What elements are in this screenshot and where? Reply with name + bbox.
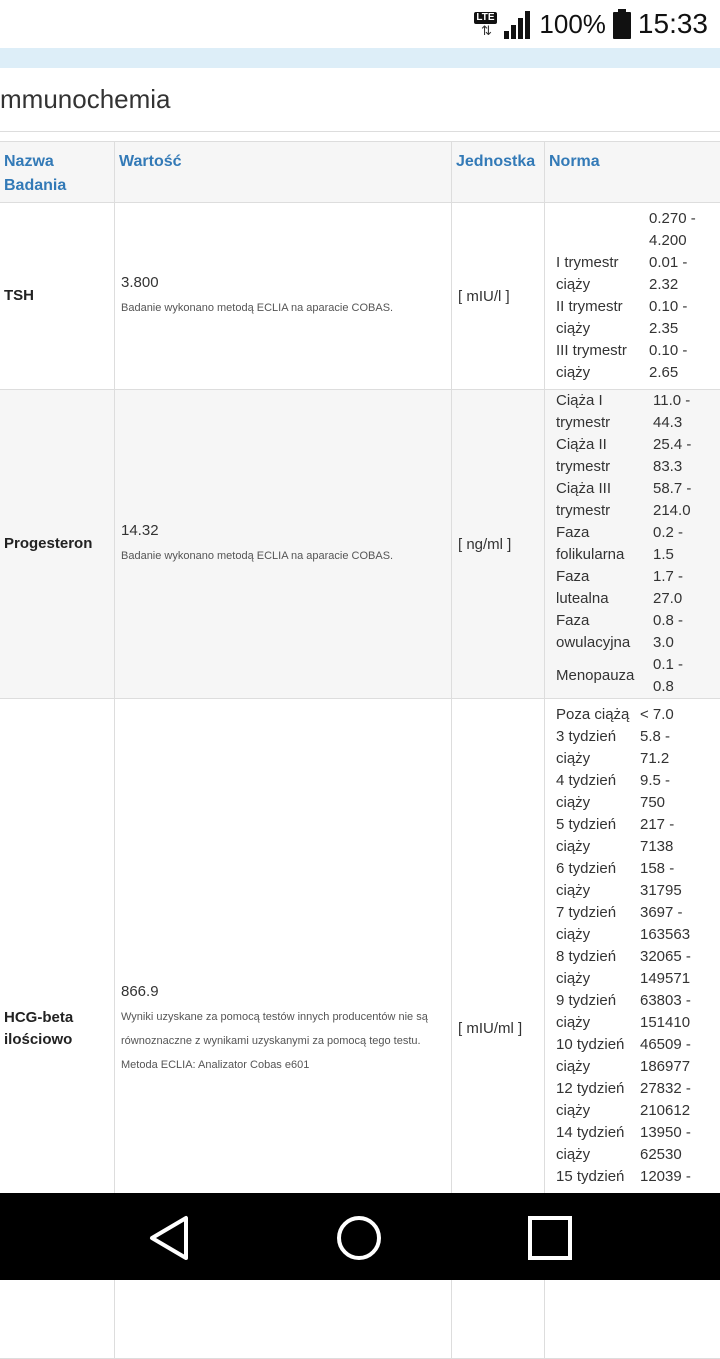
- norm-row: 5 tydzień ciąży 217 - 7138: [551, 814, 699, 858]
- norm-row: 6 tydzień ciąży 158 - 31795: [551, 858, 699, 902]
- header-unit: Jednostka: [452, 142, 545, 203]
- header-value: Wartość: [115, 142, 452, 203]
- results-table: [0, 141, 720, 1359]
- status-bar: [0, 0, 720, 48]
- value-cell: [115, 390, 452, 699]
- norm-row: 12 tydzień ciąży 27832 - 210612: [551, 1078, 699, 1122]
- norm-row: 4 tydzień ciąży 9.5 - 750: [551, 770, 699, 814]
- norm-row: Poza ciążą < 7.0: [551, 704, 699, 726]
- test-value: 866.9: [115, 981, 451, 1003]
- header-norm: Norma: [545, 142, 720, 203]
- test-note: Badanie wykonano metodą ECLIA na aparacie COBAS.: [115, 296, 451, 320]
- norm-cell: [545, 203, 720, 390]
- unit-cell: [ mIU/ml ]: [452, 699, 545, 1359]
- norm-row: 15 tydzień 12039 -: [551, 1166, 699, 1188]
- norm-row: Ciąża I trymestr 11.0 - 44.3: [551, 390, 708, 434]
- norms-list: [551, 208, 702, 384]
- norm-row: Faza lutealna 1.7 - 27.0: [551, 566, 708, 610]
- norm-row: 9 tydzień ciąży 63803 - 151410: [551, 990, 699, 1034]
- test-name-cell: HCG-beta ilościowo: [0, 699, 115, 1359]
- navigation-bar: [0, 1193, 720, 1280]
- norm-row: Menopauza 0.1 - 0.8: [551, 654, 708, 698]
- test-note: Wyniki uzyskane za pomocą testów innych producentów nie są równoznaczne z wynikami uzyskanymi za pomocą tego testu. Metoda ECLIA: Analizator Cobas e601: [115, 1005, 451, 1077]
- norm-row: III trymestr ciąży 0.10 - 2.65: [551, 340, 702, 384]
- unit-cell: [ ng/ml ]: [452, 390, 545, 699]
- norm-row: Faza folikularna 0.2 - 1.5: [551, 522, 708, 566]
- table-row: [0, 390, 720, 699]
- test-note: Badanie wykonano metodą ECLIA na aparacie COBAS.: [115, 544, 451, 568]
- norm-row: I trymestr ciąży 0.01 - 2.32: [551, 252, 702, 296]
- battery-percent: 100%: [539, 9, 606, 40]
- norm-row: II trymestr ciąży 0.10 - 2.35: [551, 296, 702, 340]
- test-value: 3.800: [115, 272, 451, 294]
- clock: 15:33: [638, 8, 708, 40]
- table-header-row: [0, 142, 720, 203]
- norms-list: [551, 704, 699, 1188]
- norm-row: Ciąża II trymestr 25.4 - 83.3: [551, 434, 708, 478]
- battery-icon: [612, 9, 632, 39]
- unit-cell: [ mIU/l ]: [452, 203, 545, 390]
- norm-row: 10 tydzień ciąży 46509 - 186977: [551, 1034, 699, 1078]
- lte-icon: LTE ⇅: [473, 12, 497, 37]
- value-cell: [115, 203, 452, 390]
- norm-row: 7 tydzień ciąży 3697 - 163563: [551, 902, 699, 946]
- test-name-cell: TSH: [0, 203, 115, 390]
- top-band: [0, 48, 720, 68]
- table-row: [0, 203, 720, 390]
- norm-row: 3 tydzień ciąży 5.8 - 71.2: [551, 726, 699, 770]
- recents-icon[interactable]: [524, 1212, 576, 1264]
- page-title: mmunochemia: [0, 84, 171, 124]
- signal-icon: [503, 9, 533, 39]
- test-value: 14.32: [115, 520, 451, 542]
- norm-row: Ciąża III trymestr 58.7 - 214.0: [551, 478, 708, 522]
- back-icon[interactable]: [144, 1212, 196, 1264]
- home-icon[interactable]: [333, 1212, 385, 1264]
- norm-row: Faza owulacyjna 0.8 - 3.0: [551, 610, 708, 654]
- divider: [0, 131, 720, 132]
- norm-row: 8 tydzień ciąży 32065 - 149571: [551, 946, 699, 990]
- norm-row: 0.270 - 4.200: [551, 208, 702, 252]
- norm-row: 14 tydzień ciąży 13950 - 62530: [551, 1122, 699, 1166]
- norms-list: [551, 390, 708, 698]
- norm-cell: [545, 390, 720, 699]
- test-name-cell: Progesteron: [0, 390, 115, 699]
- status-icons: [473, 6, 708, 42]
- header-test-name: Nazwa Badania: [0, 142, 115, 203]
